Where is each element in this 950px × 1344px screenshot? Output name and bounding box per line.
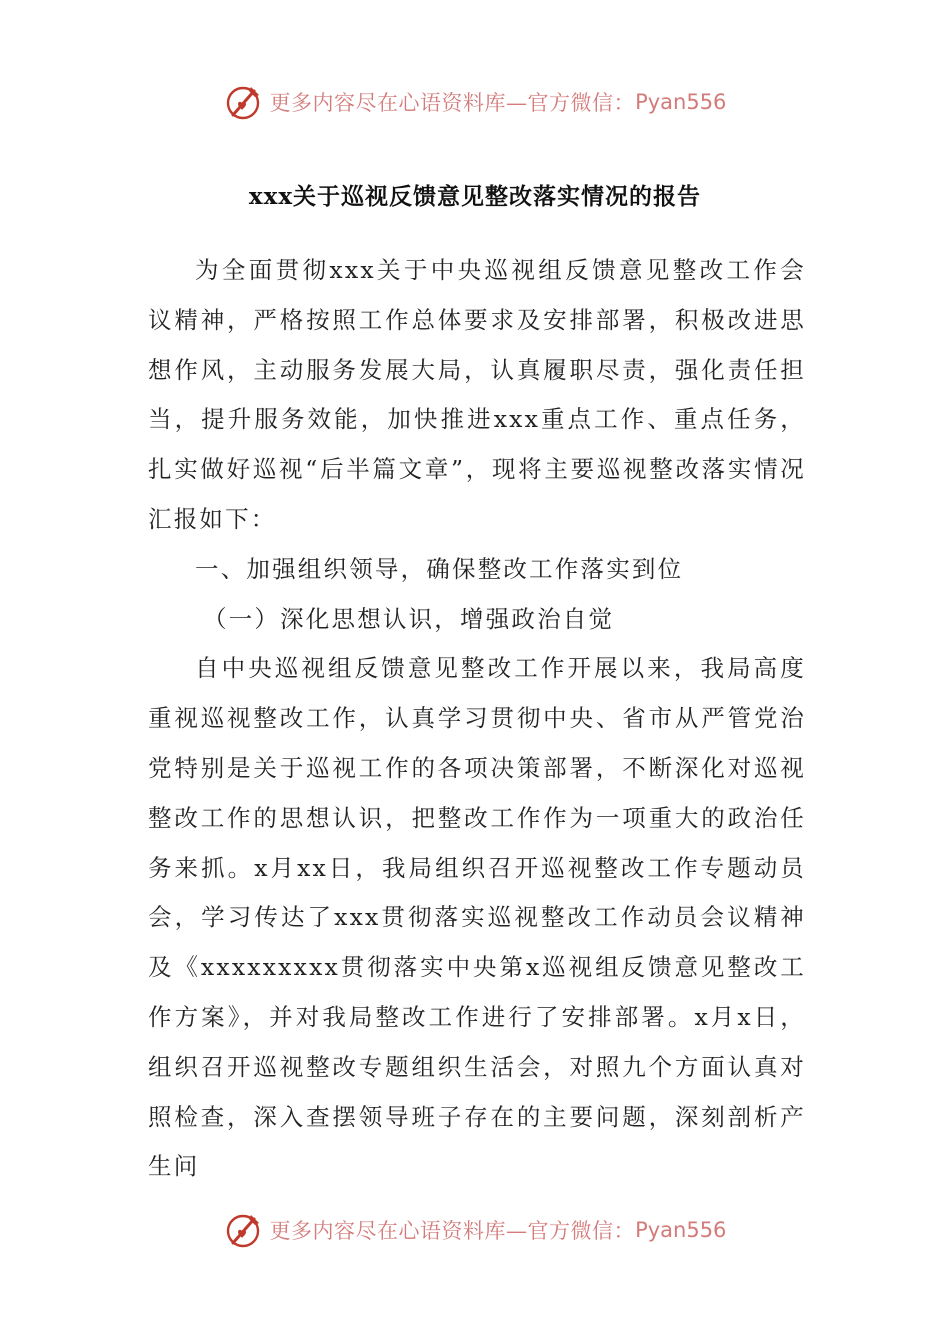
- section-heading: 一、加强组织领导，确保整改工作落实到位: [195, 554, 684, 583]
- banner-account: Pyan556: [635, 1218, 727, 1242]
- header-banner: [0, 80, 950, 124]
- paragraph-body: 自中央巡视组反馈意见整改工作开展以来，我局高度重视巡视整改工作，认真学习贯彻中央、省市从严管党治党特别是关于巡视工作的各项决策部署，不断深化对巡视整改工作的思想认识，把整改工作作为一项重大的政治任务来抓。x月xx日，我局组织召开巡视整改工作专题动员会，学习传达了xxx贯彻落实巡视整改工作动员会议精神及《xxxxxxxxx贯彻落实中央第x巡视组反馈意见整改工作方案》，并对我局整改工作进行了安排部署。x月x日，组织召开巡视整改专题组织生活会，对照九个方面认真对照检查，深入查摆领导班子存在的主要问题，深刻剖析产生问: [148, 654, 806, 1181]
- document-title: xxx关于巡视反馈意见整改落实情况的报告: [248, 183, 702, 210]
- banner-account: Pyan556: [635, 90, 727, 114]
- pen-heart-logo-icon: [224, 1210, 264, 1250]
- paragraph-intro: 为全面贯彻xxx关于中央巡视组反馈意见整改工作会议精神，严格按照工作总体要求及安排部署，积极改进思想作风，主动服务发展大局，认真履职尽责，强化责任担当，提升服务效能，加快推进xxx重点工作、重点任务，扎实做好巡视“后半篇文章”，现将主要巡视整改落实情况汇报如下：: [148, 256, 806, 533]
- footer-banner: [0, 1208, 950, 1252]
- pen-heart-logo-icon: [224, 82, 264, 122]
- banner-text: 更多内容尽在心语资料库—官方微信：: [269, 1219, 636, 1243]
- document-body: [148, 246, 806, 1192]
- banner-text: 更多内容尽在心语资料库—官方微信：: [269, 91, 636, 115]
- subsection-heading: （一）深化思想认识，增强政治自觉: [203, 604, 615, 633]
